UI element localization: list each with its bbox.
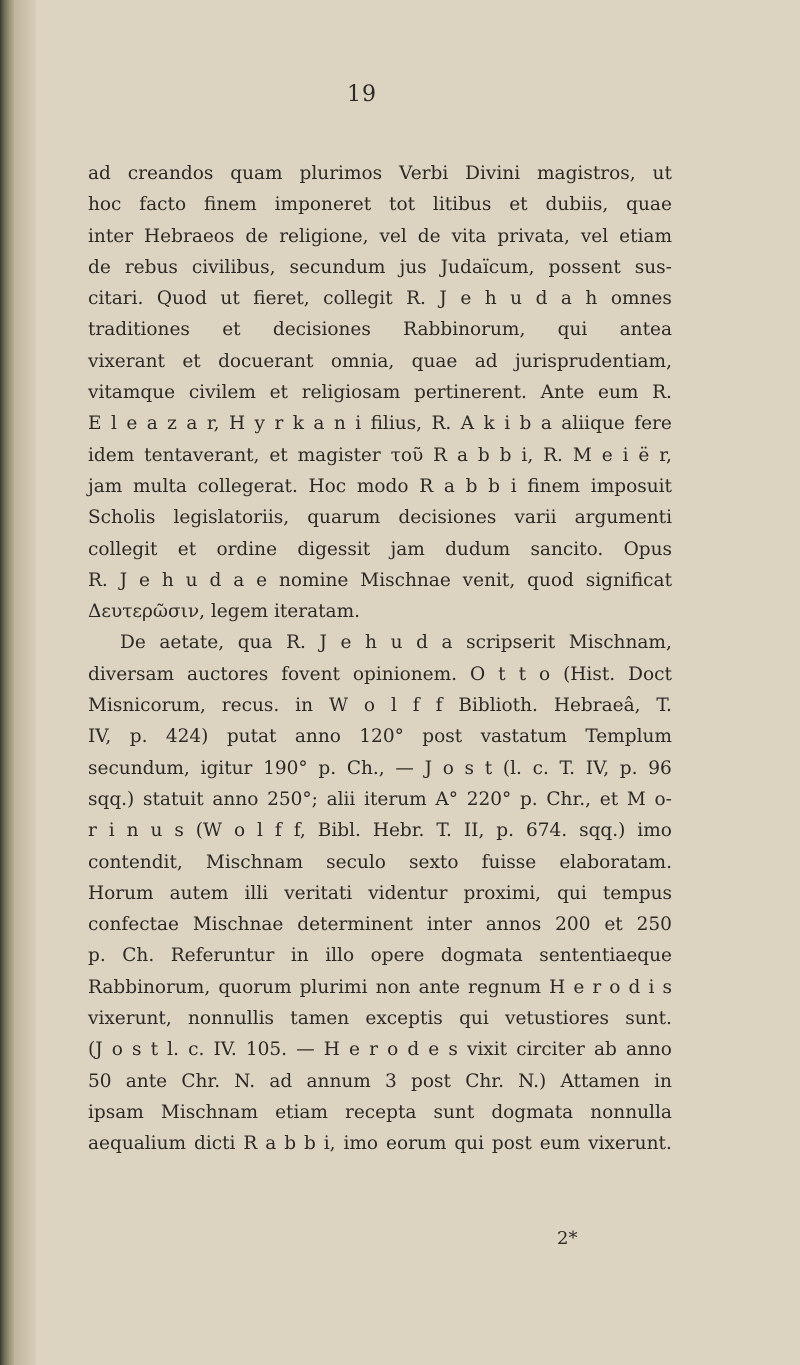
text-line: Misnicorum, recus. in W o l f f Biblioth. Hebraeâ, T.	[88, 695, 672, 717]
text-line: diversam auctores fovent opinionem. O t t o (Hist. Doct	[88, 663, 672, 685]
text-line: aequalium dicti R a b b i, imo eorum qui post eum vixerunt.	[88, 1133, 672, 1155]
text-line: Rabbinorum, quorum plurimi non ante regnum H e r o d i s	[88, 976, 672, 998]
text-line: hoc facto finem imponeret tot litibus et dubiis, quae	[88, 194, 672, 216]
text-line: idem tentaverant, et magister τοῦ R a b b i, R. M e i ë r,	[88, 444, 672, 466]
text-line: Δευτερῶσιν, legem iteratam.	[88, 601, 360, 623]
text-line: ad creandos quam plurimos Verbi Divini magistros, ut	[88, 163, 672, 184]
text-line: De aetate, qua R. J e h u d a scripserit Mischnam,	[120, 632, 672, 654]
text-line: r i n u s (W o l f f, Bibl. Hebr. T. II, p. 674. sqq.) imo	[88, 820, 672, 842]
page-number: 19	[347, 82, 377, 107]
signature-mark: 2*	[557, 1228, 578, 1249]
text-line: p. Ch. Referuntur in illo opere dogmata sententiaeque	[88, 945, 672, 967]
text-line: vixerant et docuerant omnia, quae ad jurisprudentiam,	[88, 350, 672, 372]
scan-binding-edge	[0, 0, 14, 1365]
text-line: (J o s t l. c. IV. 105. — H e r o d e s vixit circiter ab anno	[88, 1039, 672, 1061]
body-text	[88, 158, 672, 1160]
text-line: collegit et ordine digessit jam dudum sancito. Opus	[88, 538, 672, 560]
text-line: sqq.) statuit anno 250°; alii iterum A° 220° p. Chr., et M o-	[88, 788, 672, 810]
text-line: IV, p. 424) putat anno 120° post vastatum Templum	[88, 726, 672, 748]
text-line: Horum autem illi veritati videntur proximi, qui tempus	[88, 882, 672, 904]
text-line: vixerunt, nonnullis tamen exceptis qui vetustiores sunt.	[88, 1008, 672, 1030]
text-line: confectae Mischnae determinent inter annos 200 et 250	[88, 914, 672, 936]
page-gutter	[14, 0, 36, 1365]
text-line: contendit, Mischnam seculo sexto fuisse elaboratam.	[88, 851, 672, 873]
text-line: R. J e h u d a e nomine Mischnae venit, quod significat	[88, 569, 672, 591]
text-line: jam multa collegerat. Hoc modo R a b b i finem imposuit	[88, 475, 672, 497]
text-line: E l e a z a r, H y r k a n i filius, R. A k i b a aliique fere	[88, 413, 672, 435]
text-line: de rebus civilibus, secundum jus Judaïcum, possent sus-	[88, 256, 672, 278]
text-line: 50 ante Chr. N. ad annum 3 post Chr. N.) Attamen in	[88, 1070, 672, 1092]
text-line: inter Hebraeos de religione, vel de vita privata, vel etiam	[88, 225, 672, 247]
text-line: ipsam Mischnam etiam recepta sunt dogmata nonnulla	[88, 1101, 672, 1123]
text-line: vitamque civilem et religiosam pertinerent. Ante eum R.	[88, 382, 672, 404]
text-line: Scholis legislatoriis, quarum decisiones varii argumenti	[88, 507, 672, 529]
text-line: secundum, igitur 190° p. Ch., — J o s t (l. c. T. IV, p. 96	[88, 757, 672, 779]
text-line: traditiones et decisiones Rabbinorum, qui antea	[88, 319, 672, 341]
text-line: citari. Quod ut fieret, collegit R. J e h u d a h omnes	[88, 288, 672, 310]
